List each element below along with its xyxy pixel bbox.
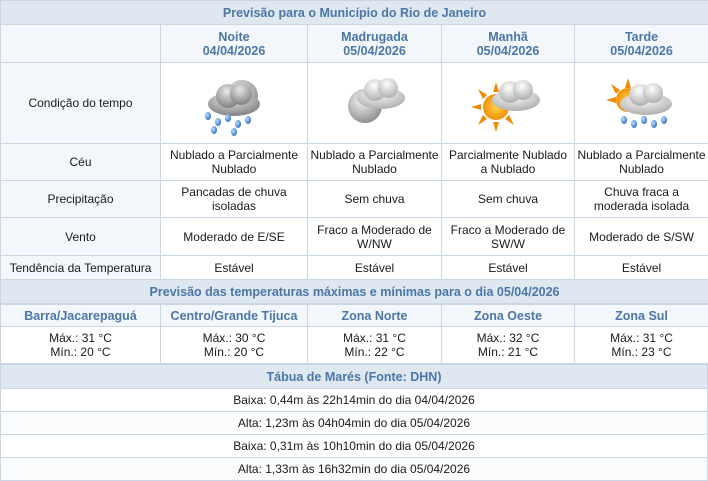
cloud-moon-icon: [335, 66, 415, 138]
row-label-vento: Vento: [1, 218, 161, 256]
period-header-tarde: [575, 25, 708, 63]
condition-cell: [308, 63, 442, 144]
zone-header: Zona Oeste: [442, 305, 575, 327]
temp-min: Mín.: 20 °C: [3, 345, 158, 359]
tides-title: Tábua de Marés (Fonte: DHN): [1, 365, 708, 389]
tendencia-cell: Estável: [575, 256, 708, 280]
tendencia-cell: Estável: [308, 256, 442, 280]
row-label-tendencia: Tendência da Temperatura: [1, 256, 161, 280]
ceu-cell: Parcialmente Nublado a Nublado: [442, 144, 575, 181]
period-name: Madrugada: [310, 30, 439, 44]
temp-min: Mín.: 21 °C: [444, 345, 572, 359]
tendencia-cell: Estável: [442, 256, 575, 280]
zone-temps: [308, 327, 442, 364]
header-corner: [1, 25, 161, 63]
period-header-noite: [161, 25, 308, 63]
ceu-cell: Nublado a Parcialmente Nublado: [161, 144, 308, 181]
zone-temps: [161, 327, 308, 364]
temp-max: Máx.: 31 °C: [3, 331, 158, 345]
tide-row: Alta: 1,23m às 04h04min do dia 05/04/2026: [1, 412, 708, 435]
cloud-rain-moon-icon: [194, 66, 274, 138]
tide-row: Baixa: 0,31m às 10h10min do dia 05/04/2026: [1, 435, 708, 458]
row-label-precipitacao: Precipitação: [1, 181, 161, 218]
period-name: Noite: [163, 30, 305, 44]
forecast-title: Previsão para o Município do Rio de Janeiro: [1, 1, 708, 25]
period-header-manha: [442, 25, 575, 63]
row-label-ceu: Céu: [1, 144, 161, 181]
tides-table: [0, 364, 708, 481]
precipitacao-cell: Sem chuva: [308, 181, 442, 218]
temp-max: Máx.: 30 °C: [163, 331, 305, 345]
tendencia-cell: Estável: [161, 256, 308, 280]
precipitacao-cell: Sem chuva: [442, 181, 575, 218]
ceu-cell: Nublado a Parcialmente Nublado: [308, 144, 442, 181]
tide-row: Baixa: 0,44m às 22h14min do dia 04/04/2026: [1, 389, 708, 412]
zone-header: Zona Sul: [575, 305, 708, 327]
row-label-condicao: Condição do tempo: [1, 63, 161, 144]
cloud-sun-rain-icon: [602, 66, 682, 138]
zone-temps: [1, 327, 161, 364]
temp-min: Mín.: 23 °C: [577, 345, 706, 359]
zone-temps: [442, 327, 575, 364]
cloud-sun-icon: [468, 66, 548, 138]
precipitacao-cell: Pancadas de chuva isoladas: [161, 181, 308, 218]
temp-max: Máx.: 31 °C: [310, 331, 439, 345]
zone-header: Centro/Grande Tijuca: [161, 305, 308, 327]
period-header-madrugada: [308, 25, 442, 63]
condition-cell: [161, 63, 308, 144]
vento-cell: Fraco a Moderado de SW/W: [442, 218, 575, 256]
vento-cell: Fraco a Moderado de W/NW: [308, 218, 442, 256]
period-date: 04/04/2026: [163, 44, 305, 58]
temp-min: Mín.: 22 °C: [310, 345, 439, 359]
temperatures-table: [0, 304, 708, 364]
period-date: 05/04/2026: [310, 44, 439, 58]
temp-max: Máx.: 32 °C: [444, 331, 572, 345]
vento-cell: Moderado de S/SW: [575, 218, 708, 256]
zone-header: Barra/Jacarepaguá: [1, 305, 161, 327]
temp-min: Mín.: 20 °C: [163, 345, 305, 359]
precipitacao-cell: Chuva fraca a moderada isolada: [575, 181, 708, 218]
period-date: 05/04/2026: [444, 44, 572, 58]
ceu-cell: Nublado a Parcialmente Nublado: [575, 144, 708, 181]
temp-max: Máx.: 31 °C: [577, 331, 706, 345]
zone-header: Zona Norte: [308, 305, 442, 327]
condition-cell: [575, 63, 708, 144]
period-name: Manhã: [444, 30, 572, 44]
condition-cell: [442, 63, 575, 144]
temperatures-title: Previsão das temperaturas máximas e mínimas para o dia 05/04/2026: [1, 280, 708, 304]
period-name: Tarde: [577, 30, 706, 44]
tide-row: Alta: 1,33m às 16h32min do dia 05/04/2026: [1, 458, 708, 481]
zone-temps: [575, 327, 708, 364]
vento-cell: Moderado de E/SE: [161, 218, 308, 256]
period-date: 05/04/2026: [577, 44, 706, 58]
